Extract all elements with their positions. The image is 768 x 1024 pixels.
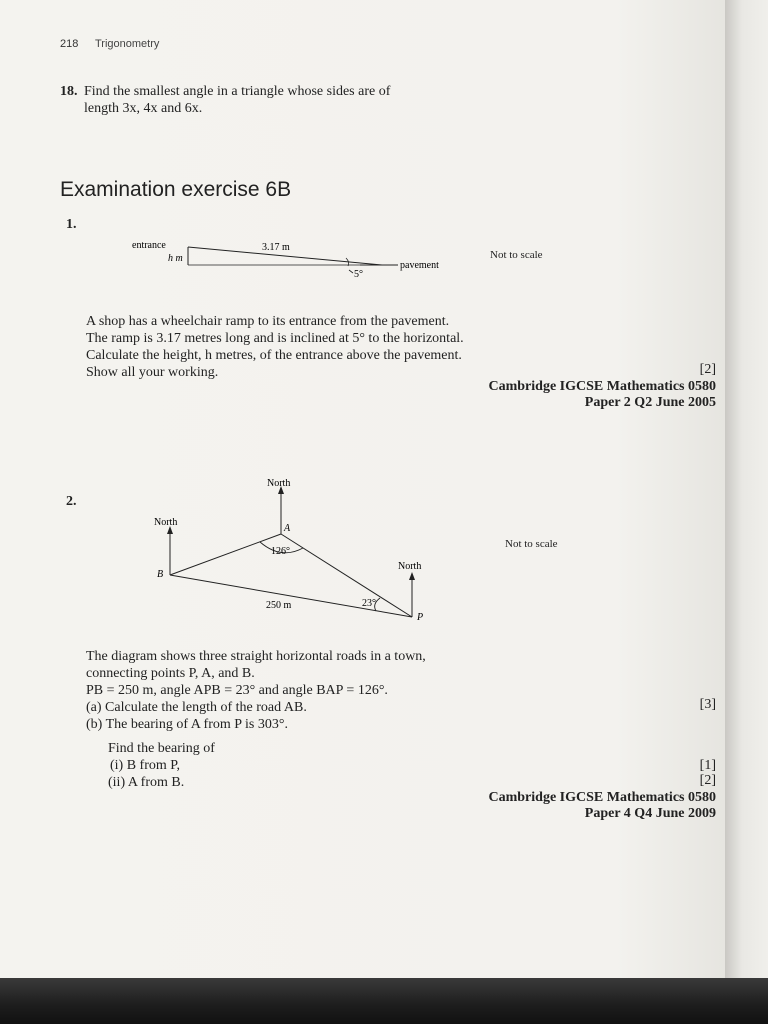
north-label-b: North — [154, 517, 178, 528]
length-pb-label: 250 m — [266, 600, 292, 611]
scan-bottom-edge — [0, 978, 768, 1024]
entrance-label: entrance — [132, 240, 166, 251]
q1-line-2: The ramp is 3.17 metres long and is inclined at 5° to the horizontal. — [86, 331, 464, 346]
q1-source-line-2: Paper 2 Q2 June 2005 — [584, 395, 716, 410]
q2-source-line-1: Cambridge IGCSE Mathematics 0580 — [488, 790, 716, 805]
q1-mark: [2] — [699, 362, 716, 377]
point-b-label: B — [157, 569, 164, 580]
north-arrow-p — [409, 572, 415, 580]
point-p-label: P — [417, 612, 424, 623]
q1-line-1: A shop has a wheelchair ramp to its entrance from the pavement. — [86, 314, 450, 329]
q1-source-line-1: Cambridge IGCSE Mathematics 0580 — [488, 379, 716, 394]
q2-line-2: connecting points P, A, and B. — [86, 666, 255, 681]
question-18-number: 18. — [60, 84, 78, 99]
question-18-line-1: Find the smallest angle in a triangle whose sides are of — [84, 84, 391, 99]
angle-p-label: 23° — [362, 598, 376, 609]
road-ba — [170, 534, 281, 575]
q2-line-1: The diagram shows three straight horizontal roads in a town, — [86, 649, 426, 664]
q2-find-heading: Find the bearing of — [108, 741, 215, 756]
q1-not-to-scale: Not to scale — [490, 249, 543, 261]
q2-source-line-2: Paper 4 Q4 June 2009 — [584, 806, 716, 821]
q2-part-i: (i) B from P, — [110, 758, 180, 773]
ramp-length-label: 3.17 m — [262, 242, 290, 253]
angle-pointer — [349, 270, 353, 273]
q1-line-3: Calculate the height, h metres, of the entrance above the pavement. — [86, 348, 462, 363]
q2-part-ii: (ii) A from B. — [108, 775, 185, 790]
question-2-number: 2. — [66, 494, 77, 509]
question-18-line-2: length 3x, 4x and 6x. — [84, 101, 203, 116]
height-label: h m — [168, 253, 183, 264]
north-label-p: North — [398, 561, 422, 572]
q2-line-5: (b) The bearing of A from P is 303°. — [86, 717, 288, 732]
q2-line-4: (a) Calculate the length of the road AB. — [86, 700, 307, 715]
pavement-label: pavement — [400, 260, 439, 271]
angle-label: 5° — [354, 269, 363, 280]
q2-not-to-scale: Not to scale — [505, 538, 558, 550]
point-a-label: A — [284, 523, 291, 534]
page-number: 218 — [60, 38, 79, 50]
q2-mark-a: [3] — [699, 697, 716, 712]
bearings-diagram — [140, 470, 440, 630]
q2-line-3: PB = 250 m, angle APB = 23° and angle BAP = 126°. — [86, 683, 388, 698]
road-ap — [281, 534, 412, 617]
q2-mark-ii: [2] — [699, 773, 716, 788]
section-heading: Examination exercise 6B — [60, 178, 292, 201]
angle-a-label: 126° — [271, 546, 290, 557]
north-label-a: North — [267, 478, 291, 489]
q2-mark-i: [1] — [699, 758, 716, 773]
q1-line-4: Show all your working. — [86, 365, 219, 380]
ramp-diagram — [120, 236, 480, 284]
book-spine — [725, 0, 768, 978]
running-title: Trigonometry — [95, 38, 160, 50]
question-1-number: 1. — [66, 217, 77, 232]
